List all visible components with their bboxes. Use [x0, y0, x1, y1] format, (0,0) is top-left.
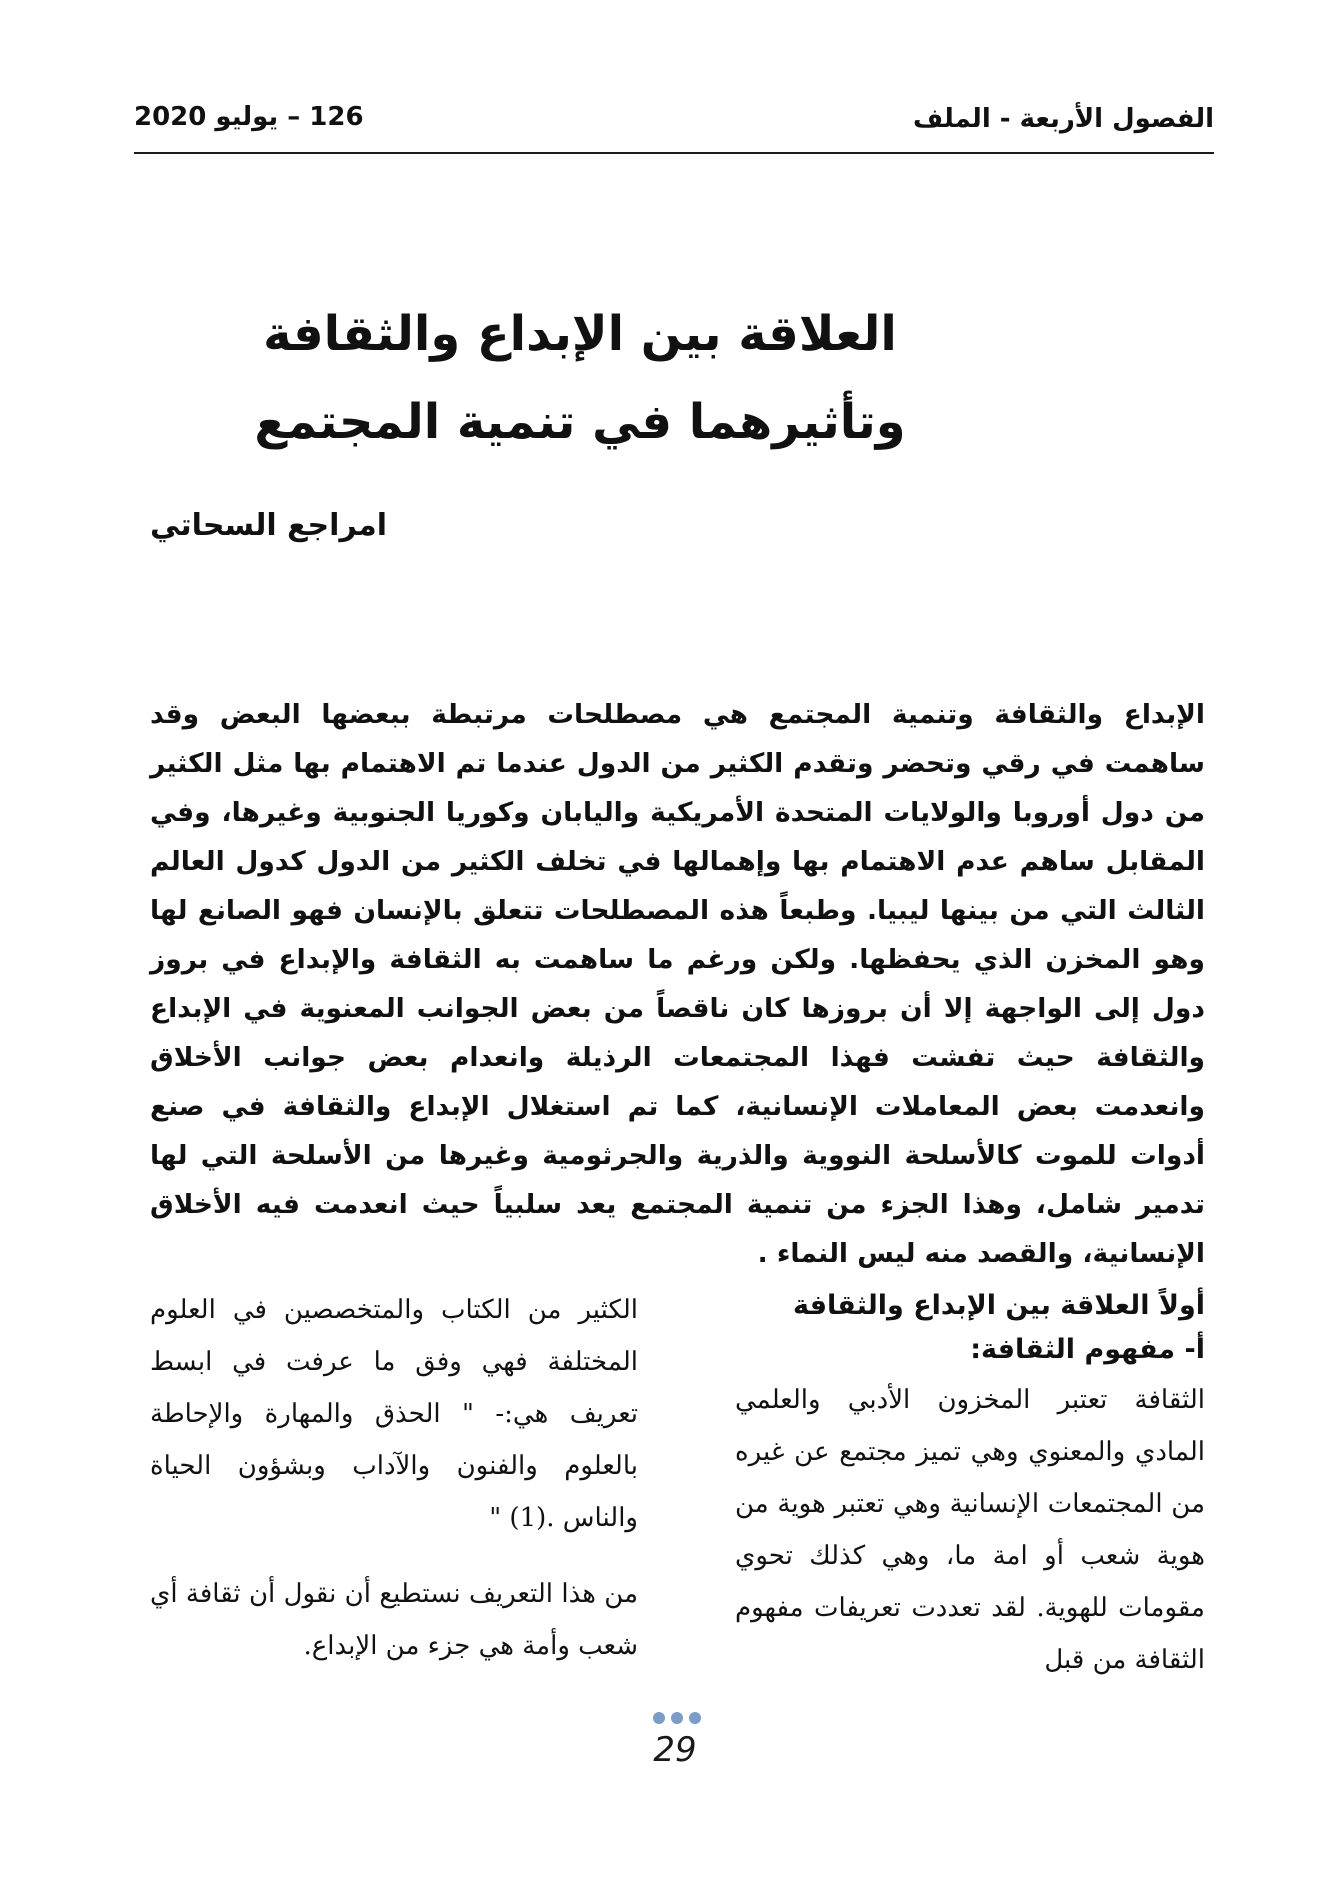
journal-section-label: الفصول الأربعة - الملف — [913, 104, 1214, 134]
section-subheading: أ- مفهوم الثقافة: — [970, 1334, 1205, 1365]
page-dots-ornament — [647, 1712, 707, 1724]
right-column — [735, 1284, 1205, 1686]
left-column — [150, 1284, 638, 1672]
author-name: امراجع السحاتي — [150, 508, 387, 543]
section-heading: أولاً العلاقة بين الإبداع والثقافة — [792, 1290, 1205, 1321]
issue-label: 126 – يوليو 2020 — [134, 102, 364, 132]
left-column-paragraph-2: من هذا التعريف نستطيع أن نقول أن ثقافة أي شعب وأمة هي جزء من الإبداع. — [150, 1579, 638, 1661]
ornament-dot — [653, 1712, 665, 1724]
ornament-dot — [671, 1712, 683, 1724]
right-column-paragraph: الثقافة تعتبر المخزون الأدبي والعلمي المادي والمعنوي وهي تميز مجتمع عن غيره من المجتمعات الإنسانية وهي تعتبر هوية من هوية شعب أو امة ما، وهي كذلك تحوي مقومات للهوية. لقد تعددت تعريفات مفهوم الثقافة من قبل — [735, 1385, 1205, 1675]
left-column-paragraph-1: الكثير من الكتاب والمتخصصين في العلوم المختلفة فهي وفق ما عرفت في ابسط تعريف هي:- " الحذق والمهارة والإحاطة بالعلوم والفنون والآداب وبشؤون الحياة والناس .(1) " — [150, 1295, 638, 1533]
page-header — [134, 96, 1214, 154]
article-title-line-2: وتأثيرهما في تنمية المجتمع — [254, 394, 906, 450]
page-number: 29 — [653, 1730, 697, 1770]
article-title — [180, 290, 980, 466]
intro-paragraph: الإبداع والثقافة وتنمية المجتمع هي مصطلحات مرتبطة ببعضها البعض وقد ساهمت في رقي وتحضر وتقدم الكثير من الدول عندما تم الاهتمام بها مثل الكثير من دول أوروبا والولايات المتحدة الأمريكية واليابان وكوريا الجنوبية وغيرها، وفي المقابل ساهم عدم الاهتمام بها وإهمالها في تخلف الكثير من الدول كدول العالم الثالث التي من بينها ليبيا. وطبعاً هذه المصطلحات تتعلق بالإنسان فهو الصانع لها وهو المخزن الذي يحفظها. ولكن ورغم ما ساهمت به الثقافة والإبداع في بروز دول إلى الواجهة إلا أن بروزها كان ناقصاً من بعض الجوانب المعنوية في الإبداع والثقافة حيث تفشت فهذا المجتمعات الرذيلة وانعدام بعض جوانب الأخلاق وانعدمت بعض المعاملات الإنسانية، كما تم استغلال الإبداع والثقافة في صنع أدوات للموت كالأسلحة النووية والذرية والجرثومية وغيرها من الأسلحة التي لها تدمير شامل، وهذا الجزء من تنمية المجتمع يعد سلبياً حيث انعدمت فيه الأخلاق الإنسانية، والقصد منه ليس النماء . — [150, 698, 1205, 1269]
article-title-line-1: العلاقة بين الإبداع والثقافة — [263, 306, 897, 362]
ornament-dot — [689, 1712, 701, 1724]
